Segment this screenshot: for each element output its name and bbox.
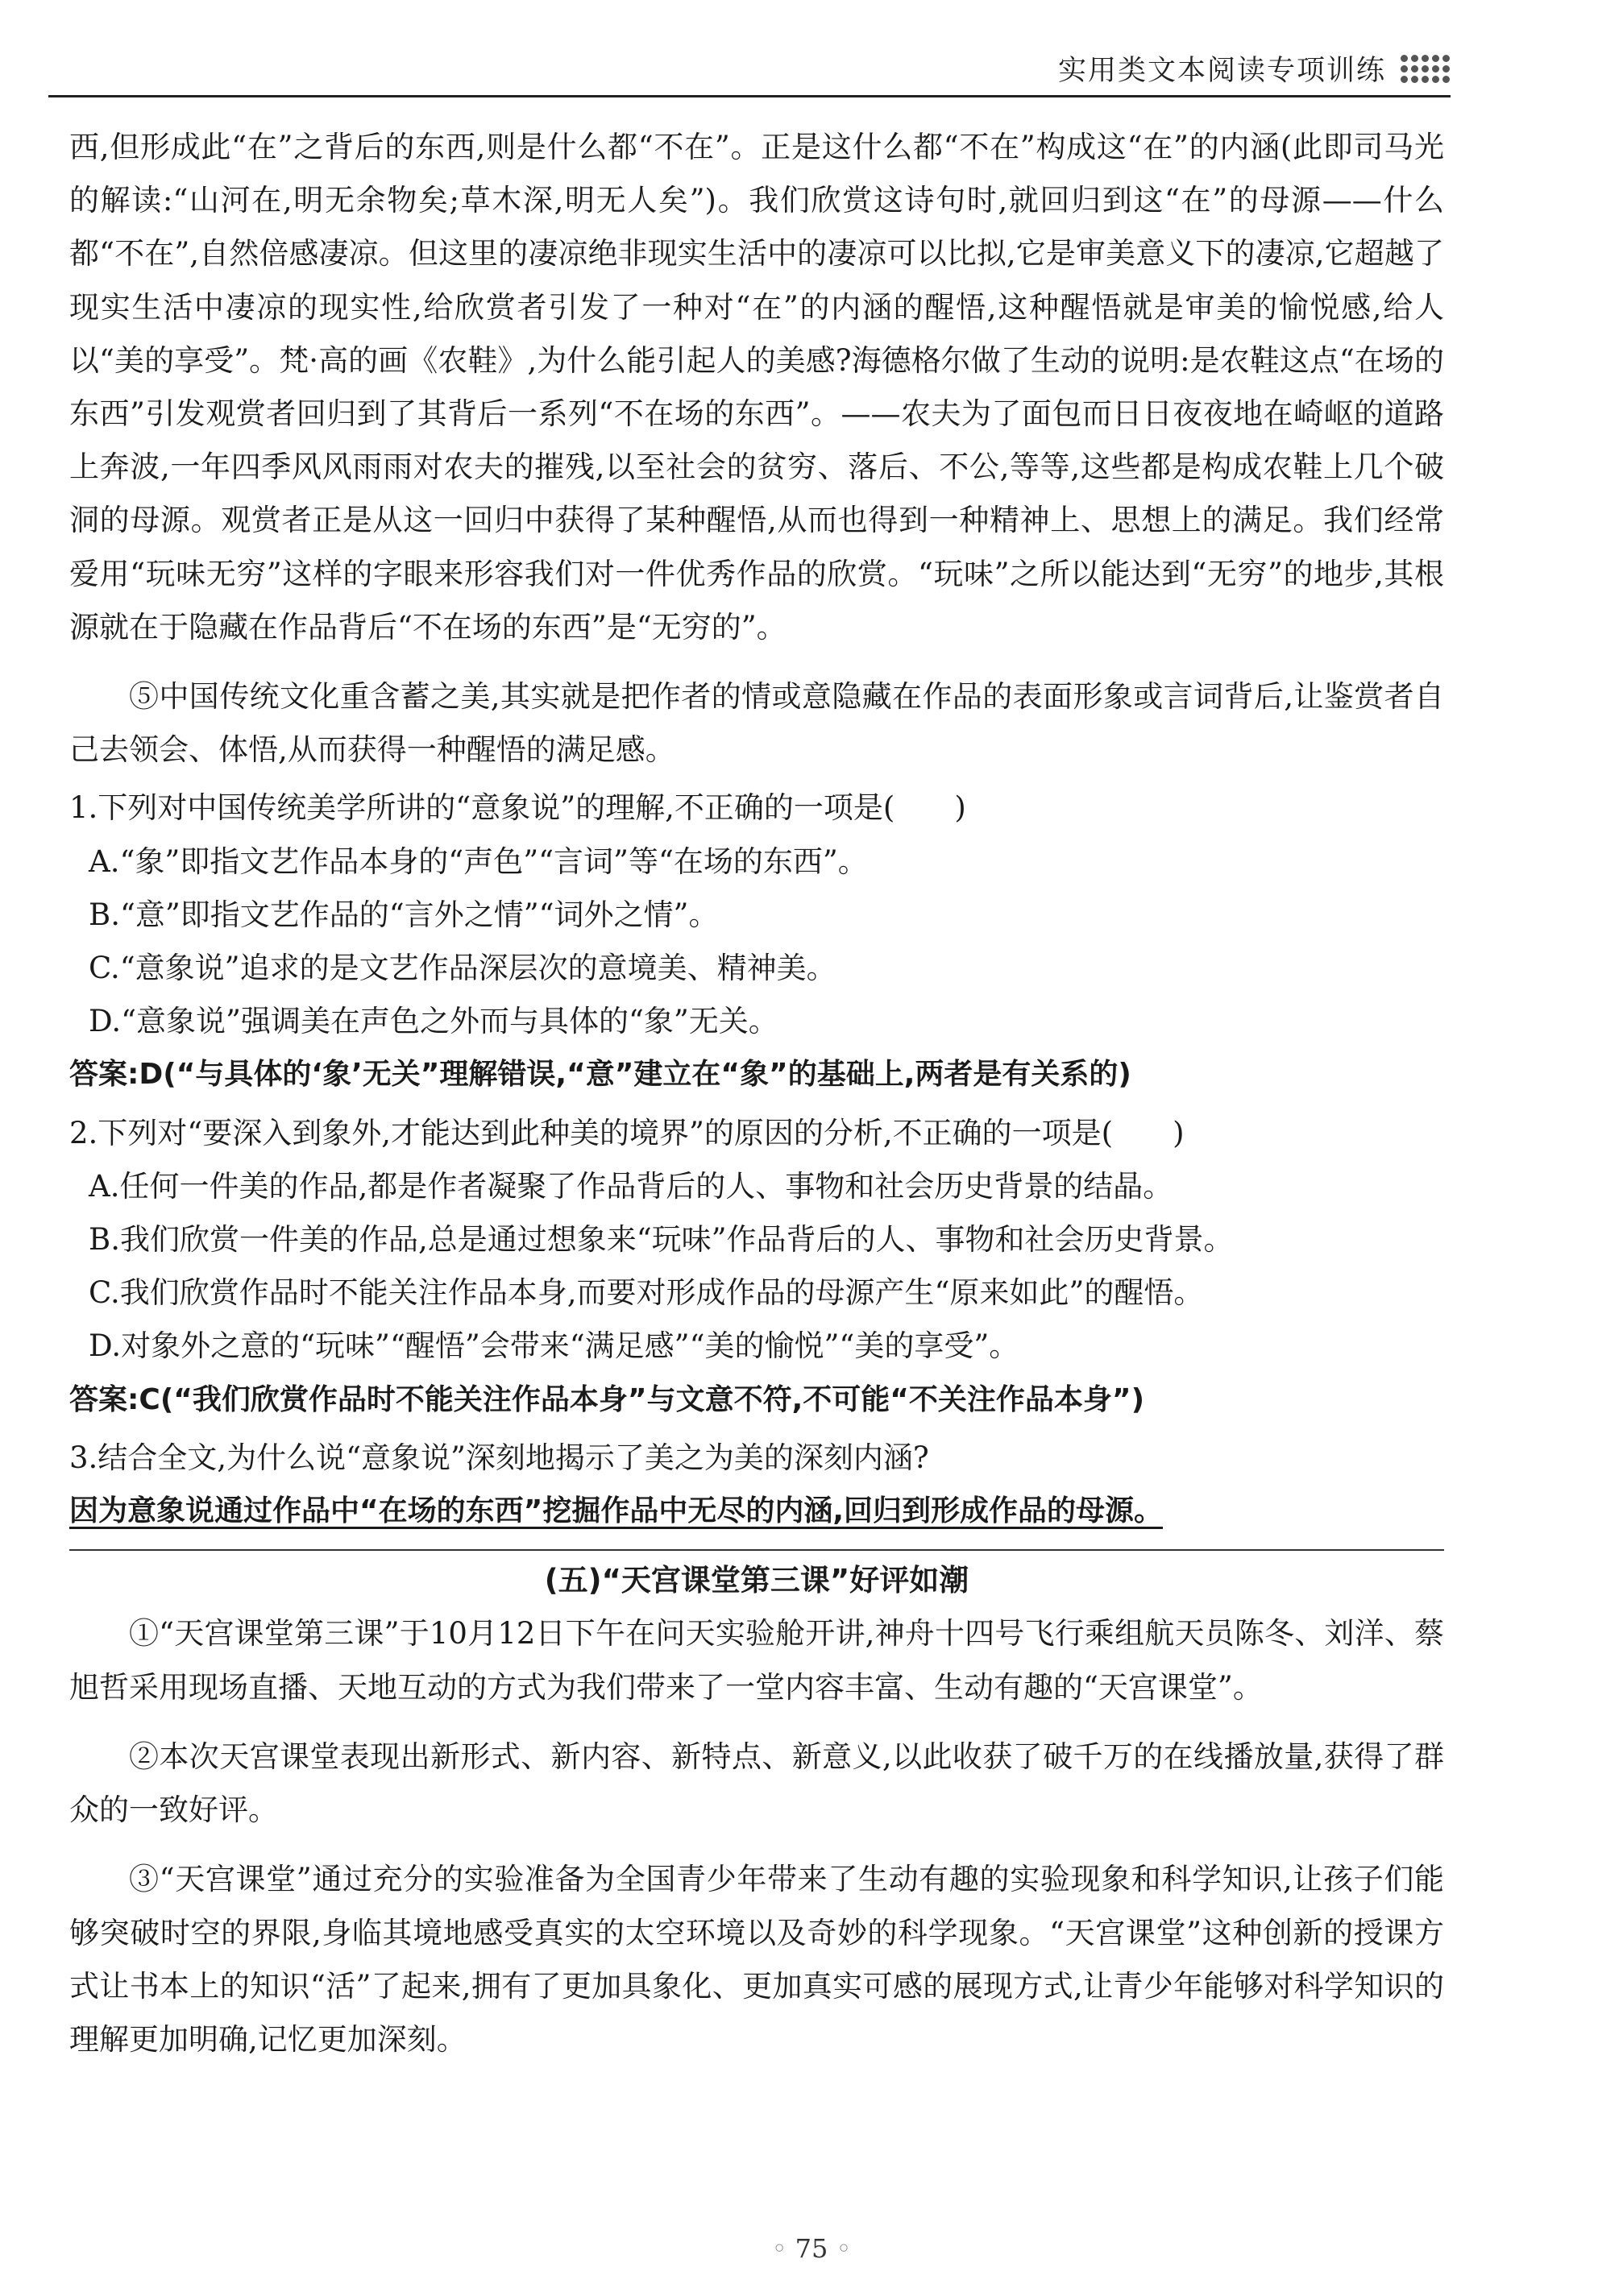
- section-5-title: (五)“天宫课堂第三课”好评如潮: [69, 1549, 1444, 1607]
- page-content: [69, 121, 1444, 2066]
- question-1-option-a: A.“象”即指文艺作品本身的“声色”“言词”等“在场的东西”。: [89, 843, 868, 879]
- section-5-paragraph: ③“天宫课堂”通过充分的实验准备为全国青少年带来了生动有趣的实验现象和科学知识,让孩子们能够突破时空的界限,身临其境地感受真实的太空环境以及奇妙的科学现象。“天宫课堂”这种创新的授课方式让书本上的知识“活”了起来,拥有了更加具象化、更加真实可感的展现方式,让青少年能够对科学知识的理解更加明确,记忆更加深刻。: [69, 1862, 1444, 2057]
- question-1-answer: 答案:D(“与具体的‘象’无关”理解错误,“意”建立在“象”的基础上,两者是有关系的): [69, 1058, 1131, 1092]
- question-2-answer: 答案:C(“我们欣赏作品时不能关注作品本身”与文意不符,不可能“不关注作品本身”): [69, 1382, 1145, 1416]
- section-5-paragraph: ①“天宫课堂第三课”于10月12日下午在问天实验舱开讲,神舟十四号飞行乘组航天员陈冬、刘洋、蔡旭哲采用现场直播、天地互动的方式为我们带来了一堂内容丰富、生动有趣的“天宫课堂”。: [69, 1616, 1444, 1705]
- passage-paragraph: ⑤中国传统文化重含蓄之美,其实就是把作者的情或意隐藏在作品的表面形象或言词背后,让鉴赏者自己去领会、体悟,从而获得一种醒悟的满足感。: [69, 679, 1444, 768]
- question-3-stem: 3.结合全文,为什么说“意象说”深刻地揭示了美之为美的深刻内涵?: [69, 1440, 929, 1475]
- question-1-option-d: D.“意象说”强调美在声色之外而与具体的“象”无关。: [89, 1004, 778, 1039]
- question-1-option-b: B.“意”即指文艺作品的“言外之情”“词外之情”。: [89, 897, 719, 932]
- question-1-option-c: C.“意象说”追求的是文艺作品深层次的意境美、精神美。: [89, 951, 836, 986]
- question-2-option-b: B.我们欣赏一件美的作品,总是通过想象来“玩味”作品背后的人、事物和社会历史背景。: [89, 1222, 1234, 1258]
- passage-paragraph: 西,但形成此“在”之背后的东西,则是什么都“不在”。正是这什么都“不在”构成这“在”的内涵(此即司马光的解读:“山河在,明无余物矣;草木深,明无人矣”)。我们欣赏这诗句时,就回归到这“在”的母源——什么都“不在”,自然倍感凄凉。但这里的凄凉绝非现实生活中的凄凉可以比拟,它是审美意义下的凄凉,它超越了现实生活中凄凉的现实性,给欣赏者引发了一种对“在”的内涵的醒悟,这种醒悟就是审美的愉悦感,给人以“美的享受”。梵·高的画《农鞋》,为什么能引起人的美感?海德格尔做了生动的说明:是农鞋这点“在场的东西”引发观赏者回归到了其背后一系列“不在场的东西”。——农夫为了面包而日日夜夜地在崎岖的道路上奔波,一年四季风风雨雨对农夫的摧残,以至社会的贫穷、落后、不公,等等,这些都是构成农鞋上几个破洞的母源。观赏者正是从这一回归中获得了某种醒悟,从而也得到一种精神上、思想上的满足。我们经常爱用“玩味无穷”这样的字眼来形容我们对一件优秀作品的欣赏。“玩味”之所以能达到“无穷”的地步,其根源就在于隐藏在作品背后“不在场的东西”是“无穷的”。: [69, 130, 1444, 644]
- question-2-option-a: A.任何一件美的作品,都是作者凝聚了作品背后的人、事物和社会历史背景的结晶。: [89, 1168, 1173, 1204]
- question-1-stem: 1.下列对中国传统美学所讲的“意象说”的理解,不正确的一项是( ): [69, 790, 966, 826]
- question-2-option-d: D.对象外之意的“玩味”“醒悟”会带来“满足感”“美的愉悦”“美的享受”。: [89, 1328, 1019, 1364]
- section-5-paragraph: ②本次天宫课堂表现出新形式、新内容、新特点、新意义,以此收获了破千万的在线播放量,获得了群众的一致好评。: [69, 1739, 1444, 1828]
- dots-ornament-icon: [1401, 55, 1450, 83]
- header-title: 实用类文本阅读专项训练: [1057, 55, 1386, 87]
- page-header: [1058, 48, 1450, 89]
- header-divider: [48, 95, 1451, 97]
- question-2-option-c: C.我们欣赏作品时不能关注作品本身,而要对形成作品的母源产生“原来如此”的醒悟。: [89, 1275, 1204, 1311]
- page-number: ◦ 75 ◦: [0, 2233, 1623, 2264]
- question-2-stem: 2.下列对“要深入到象外,才能达到此种美的境界”的原因的分析,不正确的一项是( ): [69, 1115, 1185, 1150]
- question-3-answer: 因为意象说通过作品中“在场的东西”挖掘作品中无尽的内涵,回归到形成作品的母源。: [69, 1494, 1163, 1528]
